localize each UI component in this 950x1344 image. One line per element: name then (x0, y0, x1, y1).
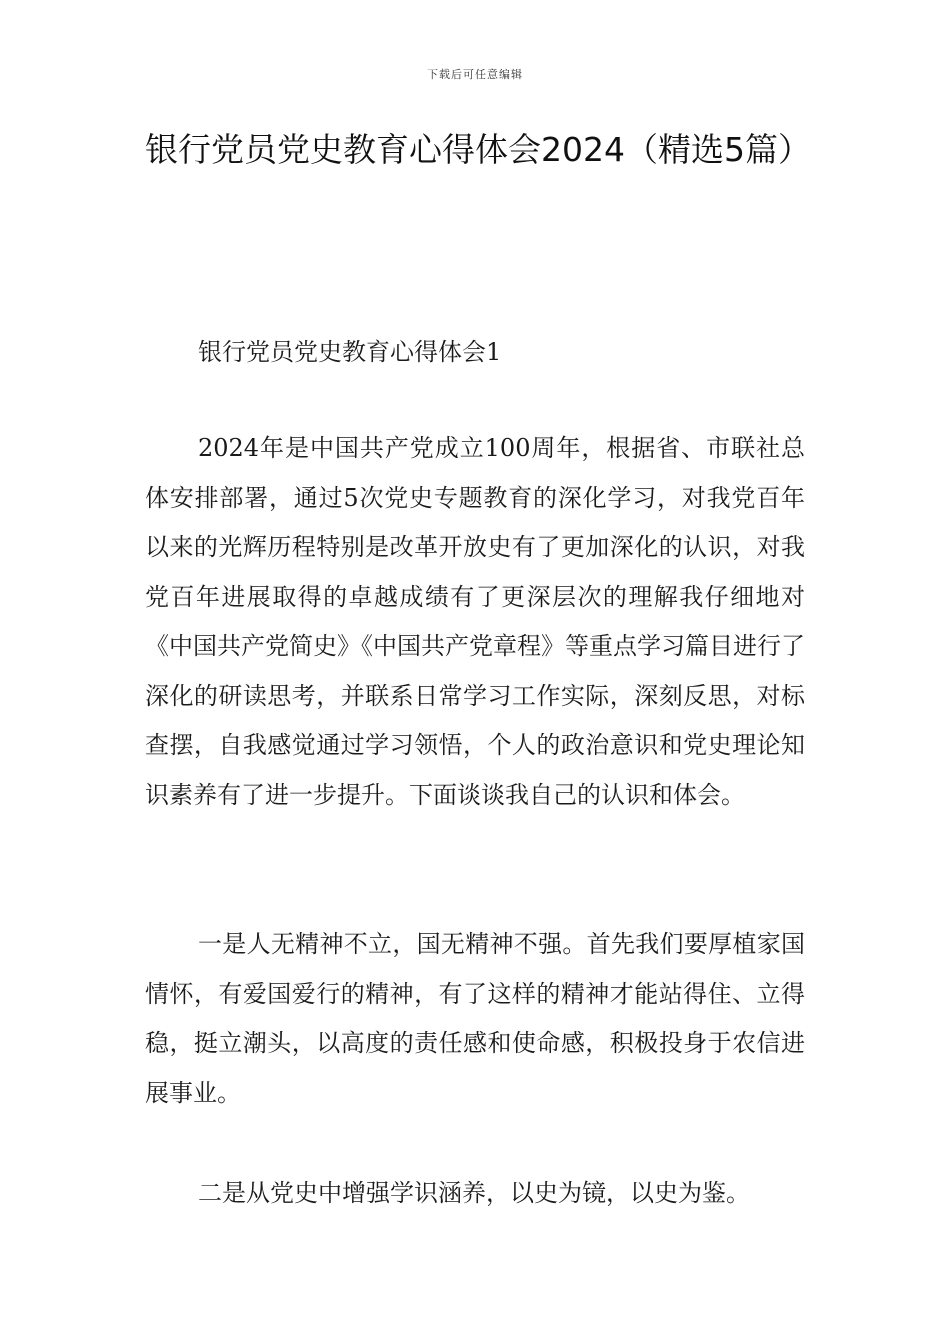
document-title: 银行党员党史教育心得体会2024（精选5篇） (145, 130, 811, 169)
paragraph-intro: 2024年是中国共产党成立100周年，根据省、市联社总体安排部署，通过5次党史专题教育的深化学习，对我党百年以来的光辉历程特别是改革开放史有了更加深化的认识，对我党百年进展取得的卓越成绩有了更深层次的理解我仔细地对《中国共产党简史》《中国共产党章程》等重点学习篇目进行了深化的研读思考，并联系日常学习工作实际，深刻反思，对标查摆，自我感觉通过学习领悟，个人的政治意识和党史理论知识素养有了进一步提升。下面谈谈我自己的认识和体会。 (145, 434, 805, 809)
section-heading: 银行党员党史教育心得体会1 (198, 338, 502, 366)
paragraph-point-two: 二是从党史中增强学识涵养，以史为镜，以史为鉴。 (198, 1179, 750, 1207)
paragraph-point-one: 一是人无精神不立，国无精神不强。首先我们要厚植家国情怀，有爱国爱行的精神，有了这样的精神才能站得住、立得稳，挺立潮头，以高度的责任感和使命感，积极投身于农信进展事业。 (145, 930, 805, 1107)
header-note: 下载后可任意编辑 (427, 68, 523, 81)
